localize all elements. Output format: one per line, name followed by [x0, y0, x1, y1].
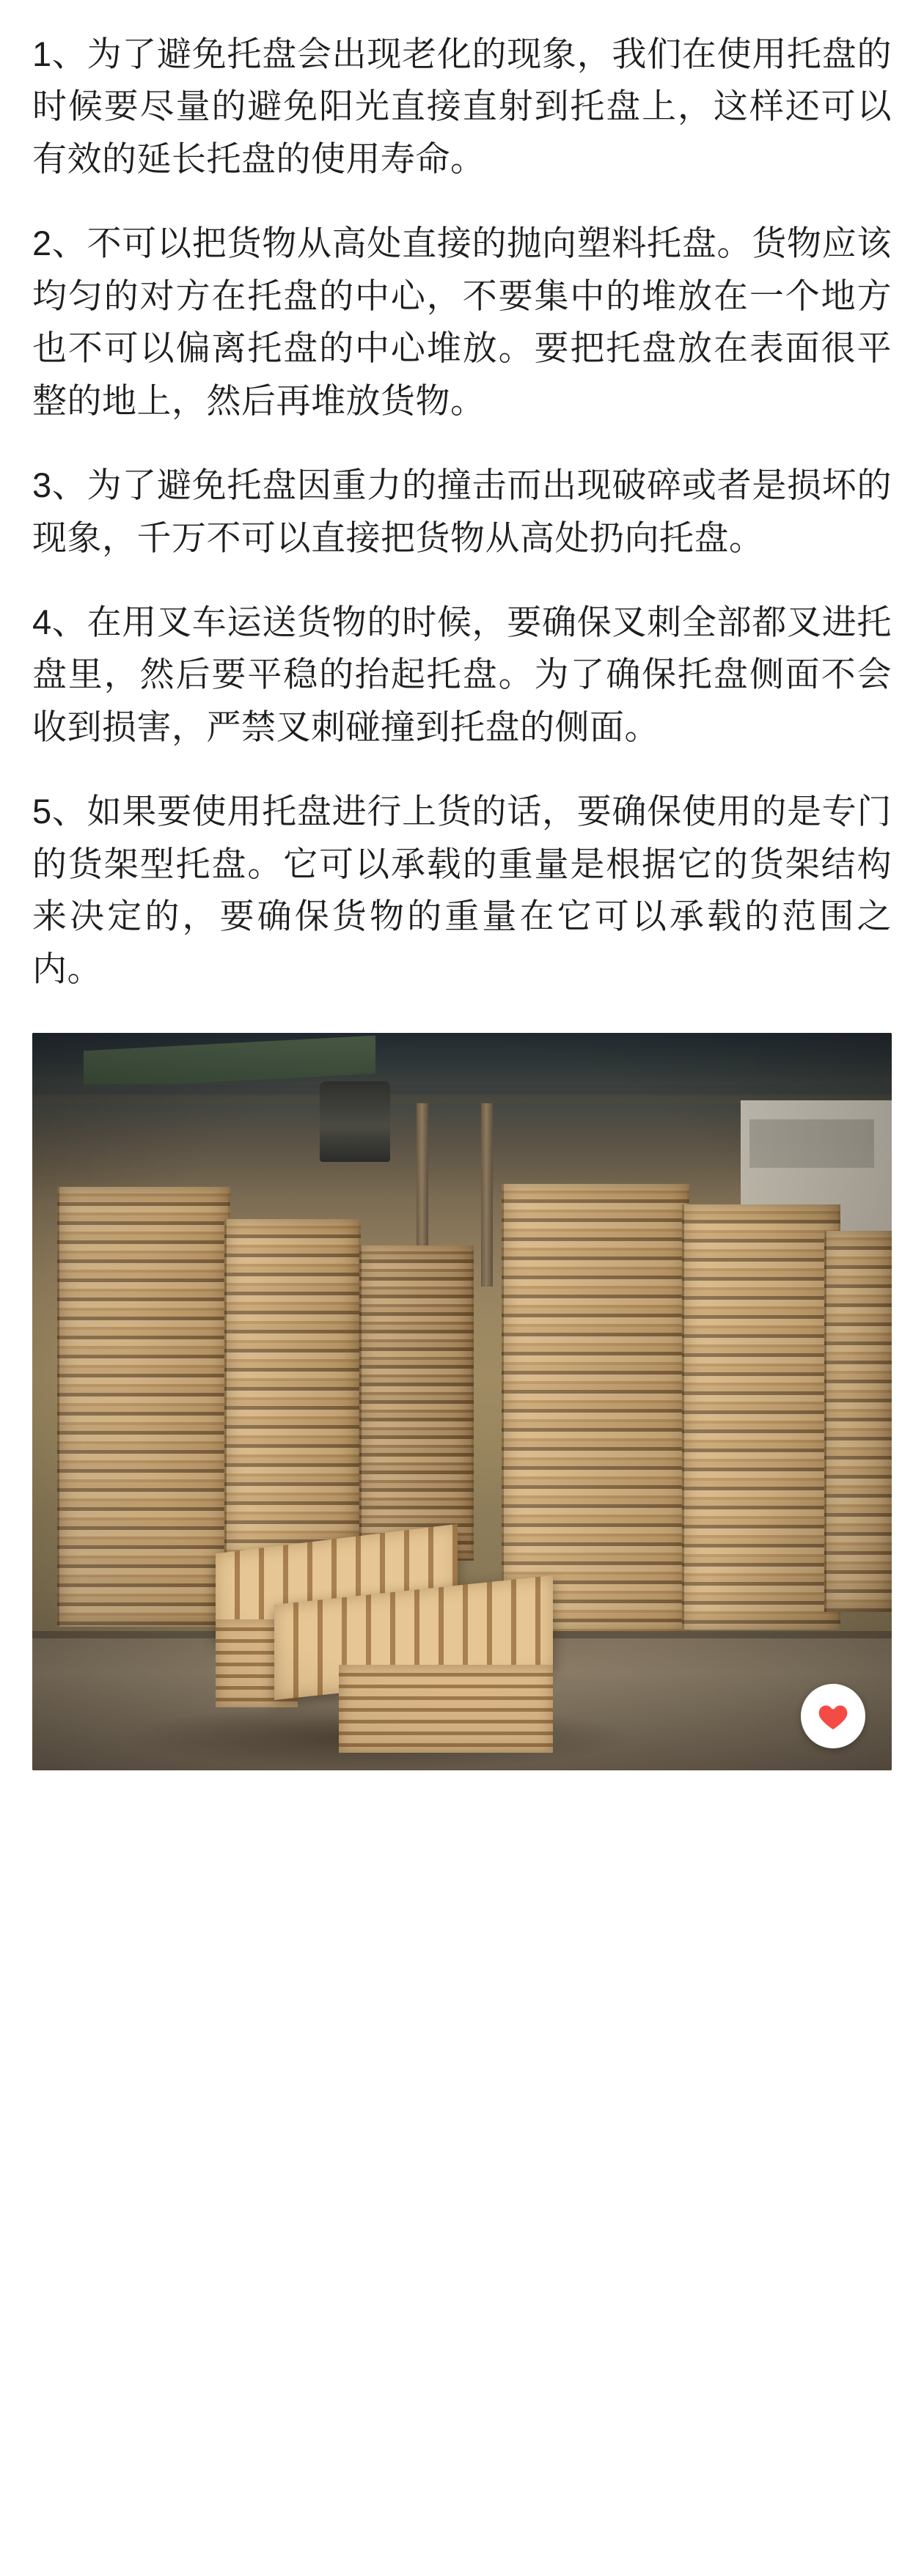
article-paragraph-5: 5、如果要使用托盘进行上货的话，要确保使用的是专门的货架型托盘。它可以承载的重量是根据它的货架结构来决定的，要确保货物的重量在它可以承载的范围之内。: [32, 792, 892, 988]
article-paragraph-3: 3、为了避免托盘因重力的撞击而出现破碎或者是损坏的现象，千万不可以直接把货物从高处扔向托盘。: [32, 465, 892, 557]
like-button[interactable]: [801, 1684, 865, 1748]
photo-vignette: [32, 1033, 892, 1770]
article-photo-container: [32, 1033, 892, 1800]
article-paragraph-2: 2、不可以把货物从高处直接的抛向塑料托盘。货物应该均匀的对方在托盘的中心，不要集中的堆放在一个地方也不可以偏离托盘的中心堆放。要把托盘放在表面很平整的地上，然后再堆放货物。: [32, 224, 892, 420]
article-paragraph-1: 1、为了避免托盘会出现老化的现象，我们在使用托盘的时候要尽量的避免阳光直接直射到托盘上，这样还可以有效的延长托盘的使用寿命。: [32, 34, 892, 178]
heart-icon: [817, 1701, 849, 1731]
article-paragraph-4: 4、在用叉车运送货物的时候，要确保叉刺全部都叉进托盘里，然后要平稳的抬起托盘。为了确保托盘侧面不会收到损害，严禁叉刺碰撞到托盘的侧面。: [32, 602, 892, 746]
wooden-pallet-photo[interactable]: [32, 1033, 892, 1770]
